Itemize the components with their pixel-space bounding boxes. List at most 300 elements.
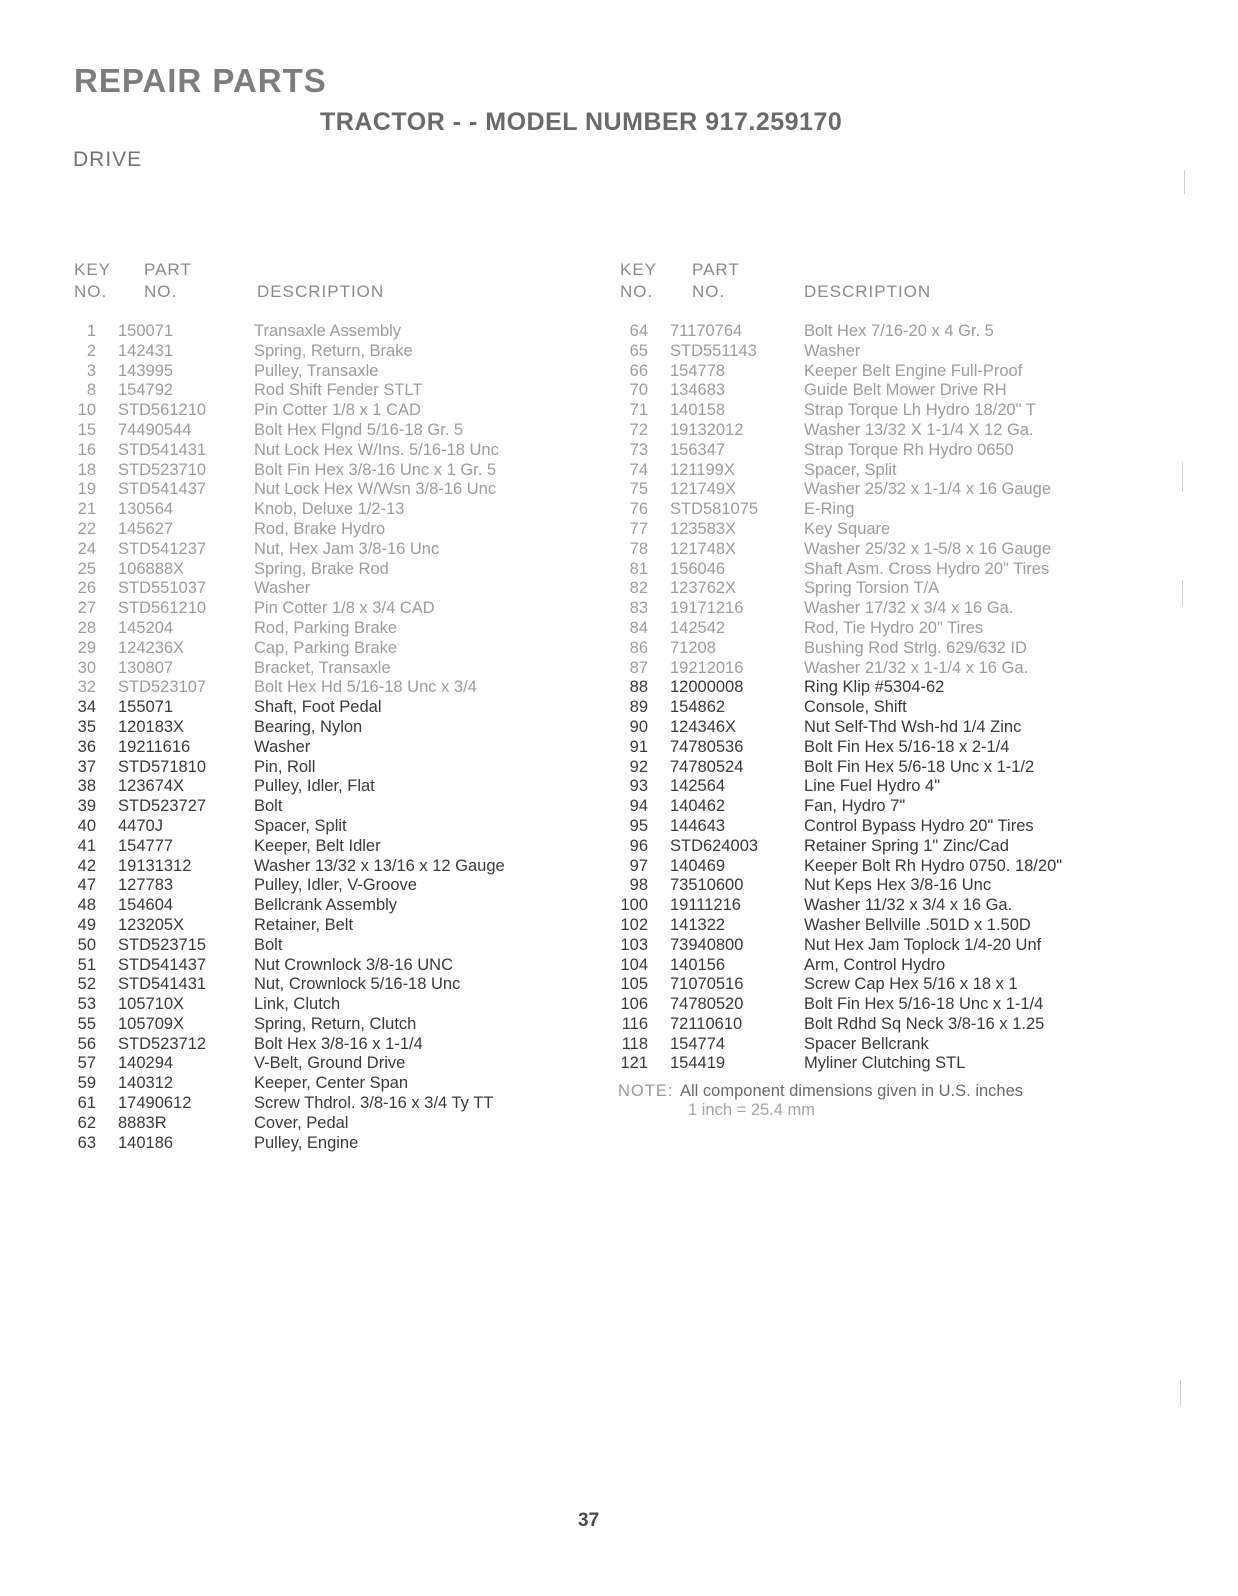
list-item <box>618 1035 1138 1055</box>
list-item <box>618 441 1138 461</box>
part-number: 142542 <box>670 618 726 637</box>
list-item <box>618 560 1138 580</box>
key-number: 84 <box>629 618 648 637</box>
key-number: 90 <box>629 717 648 736</box>
part-description: Spacer, Split <box>254 816 347 835</box>
part-number: 19211616 <box>118 737 191 756</box>
part-number: 140469 <box>670 856 726 875</box>
part-number: STD624003 <box>670 836 759 855</box>
list-item <box>618 619 1138 639</box>
key-number: 63 <box>77 1133 96 1152</box>
part-number: 130807 <box>118 658 174 677</box>
part-description: Control Bypass Hydro 20" Tires <box>804 816 1034 835</box>
part-number: 72110610 <box>670 1014 743 1033</box>
list-item <box>72 1114 592 1134</box>
key-number: 56 <box>77 1034 96 1053</box>
part-description: Spring, Return, Brake <box>254 341 413 360</box>
list-item <box>72 599 592 619</box>
part-description: Bolt Rdhd Sq Neck 3/8-16 x 1.25 <box>804 1014 1045 1033</box>
list-item <box>72 738 592 758</box>
part-number: 74780536 <box>670 737 744 756</box>
list-item <box>618 777 1138 797</box>
part-number: STD523715 <box>118 935 207 954</box>
part-number: 154777 <box>118 836 174 855</box>
list-item <box>618 956 1138 976</box>
list-item <box>72 659 592 679</box>
list-item <box>618 678 1138 698</box>
part-number: 17490612 <box>118 1094 192 1113</box>
part-description: Keeper, Center Span <box>254 1074 409 1093</box>
key-number: 87 <box>629 658 648 677</box>
list-item <box>618 322 1138 342</box>
list-item <box>618 837 1138 857</box>
note-label: NOTE: <box>618 1082 674 1101</box>
part-description: Screw Cap Hex 5/16 x 18 x 1 <box>804 975 1018 994</box>
part-description: Nut Self-Thd Wsh-hd 1/4 Zinc <box>804 717 1022 736</box>
part-description: Washer 11/32 x 3/4 x 16 Ga. <box>804 896 1013 915</box>
part-number: STD541437 <box>118 955 207 974</box>
key-number: 91 <box>629 737 648 756</box>
key-number: 103 <box>620 935 648 954</box>
part-number: 145627 <box>118 519 174 538</box>
part-number: STD523727 <box>118 797 207 816</box>
scan-edge-mark <box>1184 170 1185 194</box>
part-number: 124236X <box>118 638 185 657</box>
list-item <box>72 381 592 401</box>
list-item <box>618 421 1138 441</box>
key-number: 49 <box>77 915 96 934</box>
key-number: 52 <box>77 975 96 994</box>
part-description: Washer 21/32 x 1-1/4 x 16 Ga. <box>804 658 1029 677</box>
key-number: 30 <box>77 658 96 677</box>
part-number: STD523710 <box>118 460 207 479</box>
part-description: Key Square <box>804 519 891 538</box>
part-description: Myliner Clutching STL <box>804 1054 966 1073</box>
part-description: Washer 17/32 x 3/4 x 16 Ga. <box>804 599 1014 618</box>
key-number: 42 <box>77 856 96 875</box>
part-description: Keeper Bolt Rh Hydro 0750. 18/20" <box>804 856 1063 875</box>
list-item <box>72 1074 592 1094</box>
list-item <box>72 837 592 857</box>
part-description: Washer 13/32 X 1-1/4 X 12 Ga. <box>804 420 1034 439</box>
section-title: DRIVE <box>73 148 143 171</box>
description-header: DESCRIPTION <box>257 282 385 301</box>
key-number: 16 <box>77 440 96 459</box>
list-item <box>618 480 1138 500</box>
key-number: 40 <box>77 816 96 835</box>
key-number: 97 <box>629 856 648 875</box>
part-description: Bolt Fin Hex 3/8-16 Unc x 1 Gr. 5 <box>254 460 497 479</box>
parts-rows <box>618 322 1138 1074</box>
key-number: 2 <box>86 341 96 360</box>
list-item <box>72 461 592 481</box>
part-description: Washer 25/32 x 1-1/4 x 16 Gauge <box>804 480 1052 499</box>
list-item <box>618 718 1138 738</box>
list-item <box>72 1035 592 1055</box>
part-number: 142431 <box>118 341 174 360</box>
part-description: Nut Keps Hex 3/8-16 Unc <box>804 876 992 895</box>
list-item <box>72 857 592 877</box>
list-item <box>618 659 1138 679</box>
key-number: 18 <box>77 460 96 479</box>
part-description: Washer Bellville .501D x 1.50D <box>804 915 1031 934</box>
key-number: 36 <box>77 737 96 756</box>
part-description: Bracket, Transaxle <box>254 658 391 677</box>
part-number: STD541431 <box>118 440 207 459</box>
part-number: 154862 <box>670 698 726 717</box>
part-number: 140294 <box>118 1054 174 1073</box>
list-item <box>618 975 1138 995</box>
part-header-line1: PART <box>144 260 192 279</box>
key-number: 94 <box>629 797 648 816</box>
part-number: STD541431 <box>118 975 207 994</box>
part-number: 74490544 <box>118 420 192 439</box>
part-description: Shaft Asm. Cross Hydro 20" Tires <box>804 559 1050 578</box>
key-number: 22 <box>77 519 96 538</box>
key-number: 116 <box>621 1014 648 1033</box>
list-item <box>72 718 592 738</box>
part-number: STD581075 <box>670 500 759 519</box>
key-number: 92 <box>629 757 648 776</box>
list-item <box>72 817 592 837</box>
part-description: Retainer, Belt <box>254 915 354 934</box>
key-number: 25 <box>77 559 96 578</box>
key-number: 96 <box>629 836 648 855</box>
list-item <box>618 995 1138 1015</box>
part-description: Screw Thdrol. 3/8-16 x 3/4 Ty TT <box>254 1094 494 1113</box>
key-number: 19 <box>77 480 96 499</box>
part-number: 71070516 <box>670 975 744 994</box>
part-description: Pin, Roll <box>254 757 316 776</box>
part-description: Washer 25/32 x 1-5/8 x 16 Gauge <box>804 539 1052 558</box>
part-number: STD551143 <box>670 341 757 360</box>
part-description: Bolt Fin Hex 5/16-18 x 2-1/4 <box>804 737 1010 756</box>
list-item <box>72 401 592 421</box>
key-number: 1 <box>86 322 96 340</box>
key-number: 26 <box>77 579 96 598</box>
part-description: Washer <box>804 341 861 360</box>
part-description: Nut Hex Jam Toplock 1/4-20 Unf <box>804 935 1042 954</box>
list-item <box>72 1015 592 1035</box>
list-item <box>72 797 592 817</box>
key-number: 88 <box>629 678 648 697</box>
list-item <box>618 876 1138 896</box>
key-number: 106 <box>620 995 648 1014</box>
list-item <box>618 896 1138 916</box>
list-item <box>618 817 1138 837</box>
part-description: Bushing Rod Strlg. 629/632 ID <box>804 638 1027 657</box>
part-number: 155071 <box>118 698 174 717</box>
list-item <box>72 936 592 956</box>
part-description: Pin Cotter 1/8 x 1 CAD <box>254 401 421 420</box>
key-number: 29 <box>77 638 96 657</box>
key-number: 118 <box>621 1034 648 1053</box>
part-description: Nut, Crownlock 5/16-18 Unc <box>254 975 461 994</box>
part-number: 19212016 <box>670 658 744 677</box>
part-number: 154792 <box>118 381 174 400</box>
list-item <box>618 936 1138 956</box>
part-description: Bolt <box>254 935 283 954</box>
key-number: 61 <box>77 1094 96 1113</box>
part-description: Pulley, Idler, Flat <box>254 777 375 796</box>
part-description: Bearing, Nylon <box>254 717 363 736</box>
part-number: 144643 <box>670 816 726 835</box>
list-item <box>72 758 592 778</box>
list-item <box>72 421 592 441</box>
part-description: Keeper, Belt Idler <box>254 836 381 855</box>
part-description: Console, Shift <box>804 698 907 717</box>
part-description: Guide Belt Mower Drive RH <box>804 381 1007 400</box>
key-number: 35 <box>77 717 96 736</box>
description-header: DESCRIPTION <box>804 282 932 301</box>
key-number: 72 <box>629 420 648 439</box>
list-item <box>618 579 1138 599</box>
part-description: Retainer Spring 1" Zinc/Cad <box>804 836 1009 855</box>
key-number: 77 <box>629 519 648 538</box>
key-header-line2: NO. <box>74 282 108 301</box>
list-item <box>618 738 1138 758</box>
part-number: 142564 <box>670 777 726 796</box>
list-item <box>72 342 592 362</box>
list-item <box>72 777 592 797</box>
list-item <box>618 698 1138 718</box>
parts-list-right <box>618 258 1138 1126</box>
list-item <box>618 916 1138 936</box>
list-item <box>72 560 592 580</box>
part-number: 143995 <box>118 361 174 380</box>
column-header <box>72 258 592 322</box>
part-number: 106888X <box>118 559 185 578</box>
key-number: 102 <box>620 915 648 934</box>
list-item <box>72 995 592 1015</box>
part-description: Line Fuel Hydro 4" <box>804 777 941 796</box>
part-number: 19171216 <box>670 599 744 618</box>
key-number: 34 <box>77 698 96 717</box>
part-description: V-Belt, Ground Drive <box>254 1054 406 1073</box>
part-description: Nut Lock Hex W/Ins. 5/16-18 Unc <box>254 440 499 459</box>
list-item <box>72 678 592 698</box>
part-number: STD523107 <box>118 678 207 697</box>
list-item <box>72 975 592 995</box>
part-description: Bellcrank Assembly <box>254 896 398 915</box>
part-number: STD571810 <box>118 757 207 776</box>
key-number: 39 <box>77 797 96 816</box>
list-item <box>618 342 1138 362</box>
key-number: 10 <box>77 401 96 420</box>
list-item <box>72 441 592 461</box>
key-number: 3 <box>86 361 96 380</box>
part-description: Link, Clutch <box>254 995 341 1014</box>
list-item <box>618 758 1138 778</box>
part-description: Bolt Fin Hex 5/6-18 Unc x 1-1/2 <box>804 757 1035 776</box>
part-number: 19132012 <box>670 420 744 439</box>
key-number: 21 <box>77 500 96 519</box>
part-description: Transaxle Assembly <box>254 322 402 340</box>
key-number: 24 <box>77 539 96 558</box>
key-number: 48 <box>77 896 96 915</box>
part-number: 150071 <box>118 322 174 340</box>
key-number: 86 <box>629 638 648 657</box>
list-item <box>72 619 592 639</box>
key-number: 59 <box>77 1074 96 1093</box>
list-item <box>72 1134 592 1154</box>
list-item <box>72 698 592 718</box>
list-item <box>618 857 1138 877</box>
dimensions-note <box>618 1082 1138 1126</box>
column-header <box>618 258 1138 322</box>
part-number: 140186 <box>118 1133 174 1152</box>
list-item <box>618 401 1138 421</box>
part-number: STD561210 <box>118 401 207 420</box>
key-header-line1: KEY <box>74 260 112 279</box>
key-number: 65 <box>629 341 648 360</box>
key-number: 57 <box>77 1054 96 1073</box>
key-number: 62 <box>77 1113 96 1132</box>
part-number: 19111216 <box>670 896 741 915</box>
part-description: Shaft, Foot Pedal <box>254 698 382 717</box>
part-description: Strap Torque Rh Hydro 0650 <box>804 440 1014 459</box>
part-number: 4470J <box>118 816 163 835</box>
list-item <box>72 916 592 936</box>
list-item <box>618 639 1138 659</box>
scan-edge-mark <box>1182 580 1183 606</box>
part-number: 74780524 <box>670 757 744 776</box>
part-description: Bolt Fin Hex 5/16-18 Unc x 1-1/4 <box>804 995 1044 1014</box>
key-number: 55 <box>77 1014 96 1033</box>
part-number: 154778 <box>670 361 726 380</box>
part-number: 121748X <box>670 539 737 558</box>
part-number: 73940800 <box>670 935 744 954</box>
key-number: 53 <box>77 995 96 1014</box>
list-item <box>72 1094 592 1114</box>
part-description: Rod Shift Fender STLT <box>254 381 423 400</box>
key-number: 47 <box>77 876 96 895</box>
list-item <box>72 480 592 500</box>
part-number: 123762X <box>670 579 737 598</box>
list-item <box>72 956 592 976</box>
part-description: Rod, Tie Hydro 20" Tires <box>804 618 984 637</box>
key-number: 38 <box>77 777 96 796</box>
part-number: 140462 <box>670 797 726 816</box>
part-description: Pulley, Transaxle <box>254 361 379 380</box>
key-number: 89 <box>629 698 648 717</box>
list-item <box>72 520 592 540</box>
part-description: Nut Crownlock 3/8-16 UNC <box>254 955 453 974</box>
part-description: Spring, Return, Clutch <box>254 1014 417 1033</box>
note-conversion: 1 inch = 25.4 mm <box>688 1101 816 1120</box>
part-number: 127783 <box>118 876 174 895</box>
part-number: 123583X <box>670 519 737 538</box>
part-description: E-Ring <box>804 500 855 519</box>
list-item <box>72 500 592 520</box>
key-number: 51 <box>77 955 96 974</box>
part-number: STD541237 <box>118 539 207 558</box>
part-header-line2: NO. <box>144 282 178 301</box>
key-number: 15 <box>77 420 96 439</box>
part-header-line1: PART <box>692 260 740 279</box>
key-number: 8 <box>86 381 96 400</box>
part-description: Pulley, Engine <box>254 1133 359 1152</box>
part-description: Spring, Brake Rod <box>254 559 389 578</box>
list-item <box>618 520 1138 540</box>
list-item <box>618 1015 1138 1035</box>
key-number: 104 <box>620 955 648 974</box>
page-number: 37 <box>578 1510 600 1531</box>
list-item <box>72 1054 592 1074</box>
key-number: 105 <box>620 975 648 994</box>
part-description: Washer <box>254 579 311 598</box>
key-number: 83 <box>629 599 648 618</box>
part-number: 141322 <box>670 915 726 934</box>
key-number: 41 <box>77 836 96 855</box>
part-description: Fan, Hydro 7" <box>804 797 906 816</box>
key-number: 100 <box>620 896 648 915</box>
parts-rows <box>72 322 592 1153</box>
part-description: Cap, Parking Brake <box>254 638 398 657</box>
note-text: All component dimensions given in U.S. inches <box>680 1082 1024 1101</box>
list-item <box>618 540 1138 560</box>
part-description: Spacer, Split <box>804 460 897 479</box>
part-number: 12000008 <box>670 678 744 697</box>
key-header-line1: KEY <box>620 260 658 279</box>
part-number: 19131312 <box>118 856 192 875</box>
list-item <box>618 797 1138 817</box>
part-number: 156347 <box>670 440 726 459</box>
part-description: Knob, Deluxe 1/2-13 <box>254 500 405 519</box>
part-number: 74780520 <box>670 995 744 1014</box>
part-number: 156046 <box>670 559 726 578</box>
part-number: STD551037 <box>118 579 207 598</box>
list-item <box>72 362 592 382</box>
part-number: 73510600 <box>670 876 744 895</box>
key-number: 121 <box>620 1054 648 1073</box>
part-number: 123205X <box>118 915 185 934</box>
part-number: 8883R <box>118 1113 167 1132</box>
key-number: 70 <box>629 381 648 400</box>
key-number: 74 <box>629 460 648 479</box>
part-header-line2: NO. <box>692 282 726 301</box>
list-item <box>72 579 592 599</box>
part-number: 140158 <box>670 401 726 420</box>
key-number: 76 <box>629 500 648 519</box>
scan-edge-mark <box>1182 462 1183 492</box>
part-number: 154774 <box>670 1034 726 1053</box>
part-number: STD541437 <box>118 480 207 499</box>
part-description: Keeper Belt Engine Full-Proof <box>804 361 1023 380</box>
key-number: 71 <box>629 401 648 420</box>
part-description: Arm, Control Hydro <box>804 955 946 974</box>
list-item <box>618 599 1138 619</box>
part-description: Rod, Parking Brake <box>254 618 398 637</box>
part-number: 123674X <box>118 777 185 796</box>
part-number: 140312 <box>118 1074 174 1093</box>
part-description: Washer 13/32 x 13/16 x 12 Gauge <box>254 856 505 875</box>
list-item <box>72 896 592 916</box>
page-title: REPAIR PARTS <box>74 62 327 99</box>
part-description: Nut Lock Hex W/Wsn 3/8-16 Unc <box>254 480 497 499</box>
key-number: 64 <box>629 322 648 340</box>
part-description: Pulley, Idler, V-Groove <box>254 876 417 895</box>
part-description: Bolt Hex 7/16-20 x 4 Gr. 5 <box>804 322 994 340</box>
part-description: Spring Torsion T/A <box>804 579 940 598</box>
key-number: 95 <box>629 816 648 835</box>
key-number: 73 <box>629 440 648 459</box>
part-description: Washer <box>254 737 311 756</box>
list-item <box>72 876 592 896</box>
part-number: STD561210 <box>118 599 207 618</box>
key-number: 28 <box>77 618 96 637</box>
part-description: Spacer Bellcrank <box>804 1034 929 1053</box>
